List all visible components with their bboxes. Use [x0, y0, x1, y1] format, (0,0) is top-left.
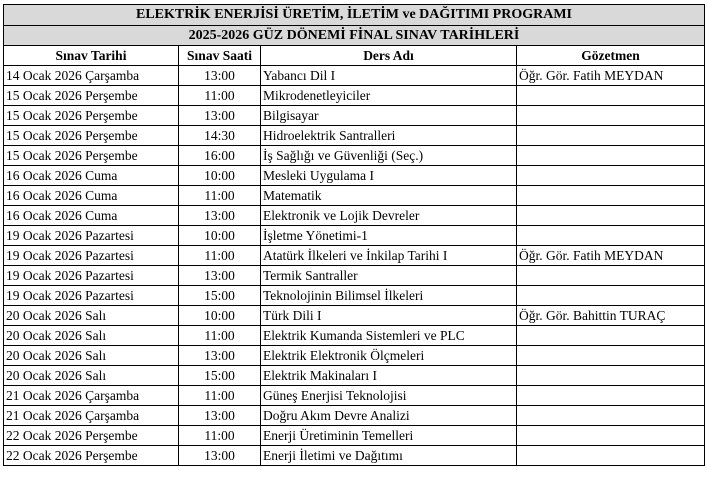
exam-date-cell: 19 Ocak 2026 Pazartesi: [4, 266, 179, 286]
exam-time-cell: 11:00: [179, 426, 261, 446]
exam-time-cell: 10:00: [179, 166, 261, 186]
title-row: [4, 5, 705, 26]
course-name-cell: Hidroelektrik Santralleri: [261, 126, 517, 146]
exam-time-cell: 15:00: [179, 286, 261, 306]
table-row: [4, 286, 705, 306]
exam-time-cell: 10:00: [179, 226, 261, 246]
schedule-subtitle: 2025-2026 GÜZ DÖNEMİ FİNAL SINAV TARİHLERİ: [4, 26, 705, 46]
exam-time-cell: 10:00: [179, 306, 261, 326]
course-name-cell: Mesleki Uygulama I: [261, 166, 517, 186]
proctor-cell: [517, 286, 705, 306]
proctor-cell: [517, 266, 705, 286]
proctor-cell: Öğr. Gör. Bahittin TURAÇ: [517, 306, 705, 326]
exam-date-cell: 16 Ocak 2026 Cuma: [4, 186, 179, 206]
proctor-cell: [517, 326, 705, 346]
proctor-cell: [517, 226, 705, 246]
proctor-cell: [517, 346, 705, 366]
header-proctor: Gözetmen: [517, 46, 705, 66]
exam-time-cell: 13:00: [179, 66, 261, 86]
header-exam-date: Sınav Tarihi: [4, 46, 179, 66]
header-course-name: Ders Adı: [261, 46, 517, 66]
exam-time-cell: 13:00: [179, 106, 261, 126]
table-row: [4, 106, 705, 126]
exam-date-cell: 21 Ocak 2026 Çarşamba: [4, 386, 179, 406]
course-name-cell: Elektrik Makinaları I: [261, 366, 517, 386]
subtitle-row: [4, 26, 705, 46]
course-name-cell: İş Sağlığı ve Güvenliği (Seç.): [261, 146, 517, 166]
course-name-cell: Yabancı Dil I: [261, 66, 517, 86]
proctor-cell: [517, 186, 705, 206]
table-row: [4, 406, 705, 426]
exam-date-cell: 22 Ocak 2026 Perşembe: [4, 446, 179, 466]
exam-date-cell: 15 Ocak 2026 Perşembe: [4, 126, 179, 146]
exam-time-cell: 13:00: [179, 346, 261, 366]
header-row: [4, 46, 705, 66]
proctor-cell: [517, 86, 705, 106]
table-row: [4, 146, 705, 166]
table-row: [4, 346, 705, 366]
table-row: [4, 86, 705, 106]
table-row: [4, 366, 705, 386]
course-name-cell: Bilgisayar: [261, 106, 517, 126]
exam-date-cell: 20 Ocak 2026 Salı: [4, 306, 179, 326]
course-name-cell: Türk Dili I: [261, 306, 517, 326]
proctor-cell: [517, 166, 705, 186]
exam-time-cell: 13:00: [179, 206, 261, 226]
exam-date-cell: 19 Ocak 2026 Pazartesi: [4, 246, 179, 266]
table-row: [4, 266, 705, 286]
course-name-cell: Matematik: [261, 186, 517, 206]
exam-date-cell: 22 Ocak 2026 Perşembe: [4, 426, 179, 446]
proctor-cell: [517, 106, 705, 126]
header-exam-time: Sınav Saati: [179, 46, 261, 66]
exam-date-cell: 16 Ocak 2026 Cuma: [4, 166, 179, 186]
exam-date-cell: 19 Ocak 2026 Pazartesi: [4, 286, 179, 306]
exam-time-cell: 13:00: [179, 406, 261, 426]
exam-date-cell: 19 Ocak 2026 Pazartesi: [4, 226, 179, 246]
proctor-cell: [517, 446, 705, 466]
exam-time-cell: 11:00: [179, 246, 261, 266]
exam-time-cell: 13:00: [179, 266, 261, 286]
table-row: [4, 66, 705, 86]
table-row: [4, 326, 705, 346]
proctor-cell: [517, 126, 705, 146]
course-name-cell: Atatürk İlkeleri ve İnkilap Tarihi I: [261, 246, 517, 266]
exam-date-cell: 20 Ocak 2026 Salı: [4, 346, 179, 366]
exam-date-cell: 20 Ocak 2026 Salı: [4, 366, 179, 386]
table-row: [4, 186, 705, 206]
course-name-cell: Enerji İletimi ve Dağıtımı: [261, 446, 517, 466]
table-row: [4, 386, 705, 406]
exam-time-cell: 11:00: [179, 186, 261, 206]
course-name-cell: Enerji Üretiminin Temelleri: [261, 426, 517, 446]
exam-time-cell: 11:00: [179, 326, 261, 346]
exam-date-cell: 14 Ocak 2026 Çarşamba: [4, 66, 179, 86]
proctor-cell: Öğr. Gör. Fatih MEYDAN: [517, 246, 705, 266]
proctor-cell: [517, 406, 705, 426]
exam-date-cell: 20 Ocak 2026 Salı: [4, 326, 179, 346]
table-row: [4, 126, 705, 146]
table-row: [4, 226, 705, 246]
exam-time-cell: 14:30: [179, 126, 261, 146]
course-name-cell: Doğru Akım Devre Analizi: [261, 406, 517, 426]
course-name-cell: Güneş Enerjisi Teknolojisi: [261, 386, 517, 406]
proctor-cell: Öğr. Gör. Fatih MEYDAN: [517, 66, 705, 86]
table-row: [4, 446, 705, 466]
table-row: [4, 426, 705, 446]
exam-time-cell: 15:00: [179, 366, 261, 386]
exam-date-cell: 21 Ocak 2026 Çarşamba: [4, 406, 179, 426]
course-name-cell: Termik Santraller: [261, 266, 517, 286]
proctor-cell: [517, 146, 705, 166]
program-title: ELEKTRİK ENERJİSİ ÜRETİM, İLETİM ve DAĞITIMI PROGRAMI: [4, 5, 705, 26]
table-row: [4, 206, 705, 226]
exam-schedule-table: [3, 4, 705, 466]
exam-date-cell: 15 Ocak 2026 Perşembe: [4, 146, 179, 166]
course-name-cell: Elektrik Elektronik Ölçmeleri: [261, 346, 517, 366]
table-row: [4, 306, 705, 326]
proctor-cell: [517, 386, 705, 406]
course-name-cell: Elektronik ve Lojik Devreler: [261, 206, 517, 226]
exam-time-cell: 16:00: [179, 146, 261, 166]
table-row: [4, 166, 705, 186]
proctor-cell: [517, 366, 705, 386]
exam-time-cell: 13:00: [179, 446, 261, 466]
table-row: [4, 246, 705, 266]
exam-date-cell: 16 Ocak 2026 Cuma: [4, 206, 179, 226]
exam-date-cell: 15 Ocak 2026 Perşembe: [4, 106, 179, 126]
exam-time-cell: 11:00: [179, 86, 261, 106]
exam-time-cell: 11:00: [179, 386, 261, 406]
course-name-cell: Teknolojinin Bilimsel İlkeleri: [261, 286, 517, 306]
exam-date-cell: 15 Ocak 2026 Perşembe: [4, 86, 179, 106]
course-name-cell: İşletme Yönetimi-1: [261, 226, 517, 246]
proctor-cell: [517, 426, 705, 446]
proctor-cell: [517, 206, 705, 226]
course-name-cell: Mikrodenetleyiciler: [261, 86, 517, 106]
course-name-cell: Elektrik Kumanda Sistemleri ve PLC: [261, 326, 517, 346]
